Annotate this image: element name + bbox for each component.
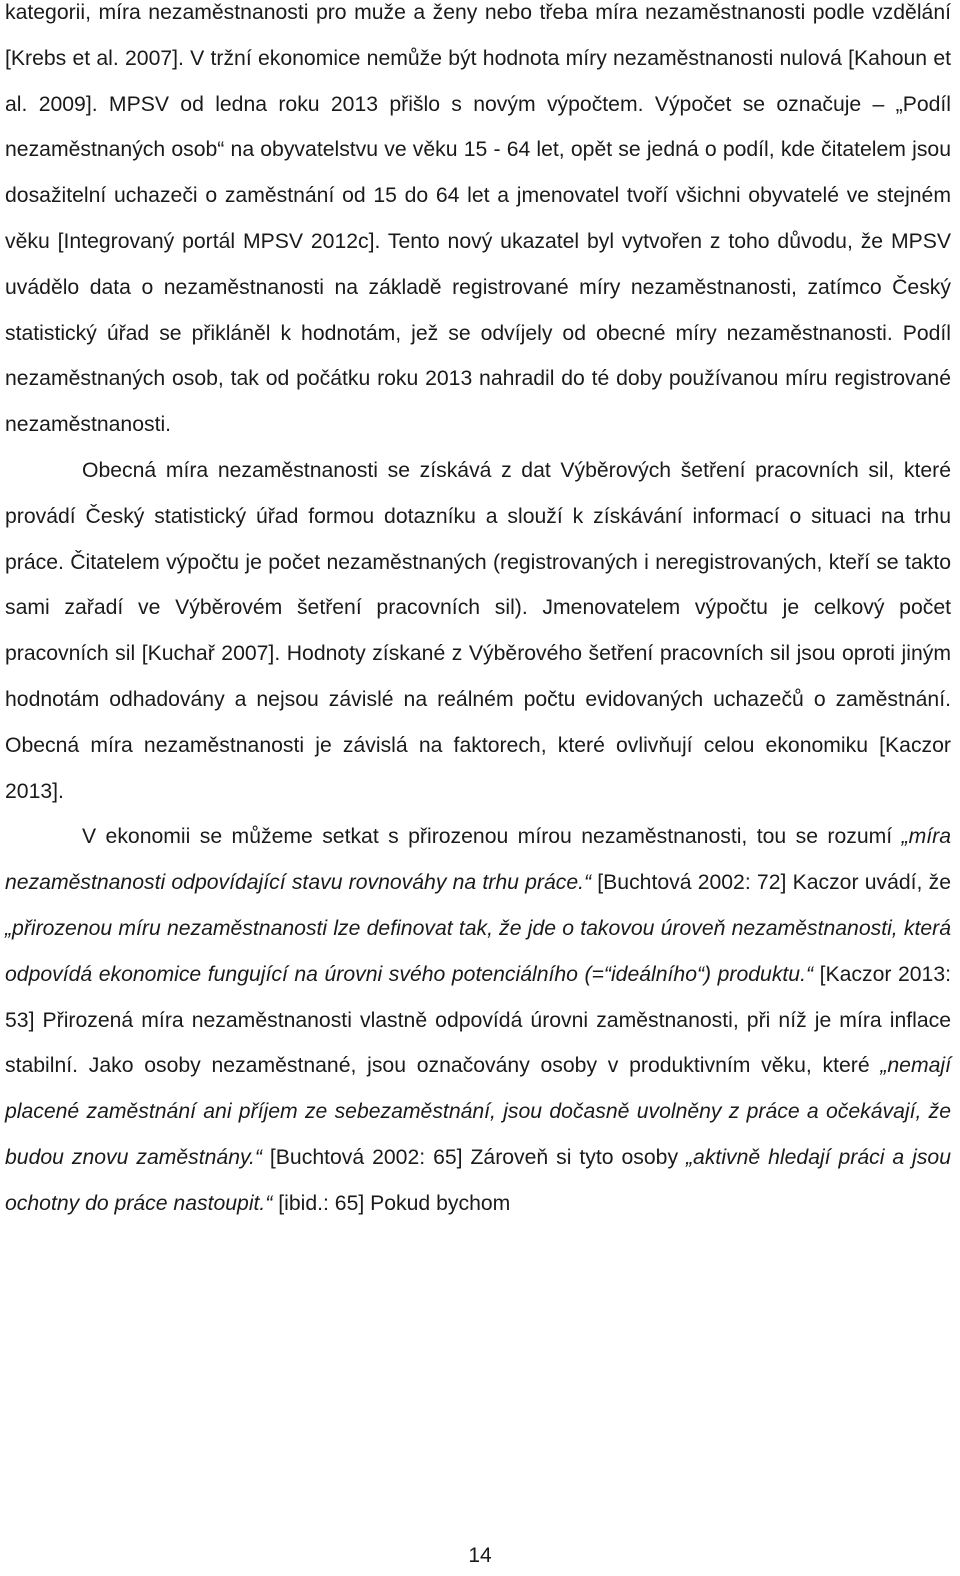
text-run: [Buchtová 2002: 65] Zároveň si tyto osoby bbox=[261, 1145, 686, 1169]
text-run: [Kaczor 2013: 53] Přirozená míra nezaměstnanosti vlastně odpovídá úrovni zaměstnanosti, při níž je míra inflace stabilní. Jako osoby nezaměstnané, jsou označovány osoby v produktivním věku, které bbox=[5, 962, 952, 1078]
text-run: [ibid.: 65] Pokud bychom bbox=[272, 1191, 511, 1215]
text-run: [Buchtová 2002: 72] Kaczor uvádí, že bbox=[591, 871, 952, 895]
quoted-text: „nemají placené zaměstnání ani příjem ze sebezaměstnání, jsou dočasně uvolněny z práce a očekávají, že budou znovu zaměstnány.“ bbox=[5, 1054, 951, 1169]
quoted-text: „přirozenou míru nezaměstnanosti lze definovat tak, že jde o takovou úroveň nezaměstnanosti, která odpovídá ekonomice fungující na úrovni svého potenciálního (=“ideálního“) produktu.“ bbox=[5, 916, 951, 986]
text-run: V ekonomii se můžeme setkat s přirozenou mírou nezaměstnanosti, tou se rozumí bbox=[82, 825, 902, 849]
page-number: 14 bbox=[468, 1544, 492, 1567]
body-text bbox=[5, 0, 951, 1227]
text-run: kategorii, míra nezaměstnanosti pro muže a ženy nebo třeba míra nezaměstnanosti podle vzdělání [Krebs et al. 2007]. V tržní ekonomice nemůže být hodnota míry nezaměstnanosti nulová [Kahoun et al. 2009]. MPSV od ledna roku 2013 přišlo s novým výpočtem. Výpočet se označuje – „Podíl nezaměstnaných osob“ na obyvatelstvu ve věku 15 - 64 let, opět se jedná o podíl, kde čitatelem jsou dosažitelní uchazeči o zaměstnání od 15 do 64 let a jmenovatel tvoří všichni obyvatelé ve stejném věku [Integrovaný portál MPSV 2012c]. Tento nový ukazatel byl vytvořen z toho důvodu, že MPSV uvádělo data o nezaměstnanosti na základě registrované míry nezaměstnanosti, zatímco Český statistický úřad se přikláněl k hodnotám, jež se odvíjely od obecné míry nezaměstnanosti. Podíl nezaměstnaných osob, tak od počátku roku 2013 nahradil do té doby používanou míru registrované nezaměstnanosti. bbox=[5, 1, 951, 437]
paragraph bbox=[5, 814, 951, 1226]
paragraph bbox=[5, 0, 951, 448]
text-run: Obecná míra nezaměstnanosti se získává z dat Výběrových šetření pracovních sil, které provádí Český statistický úřad formou dotazníku a slouží k získávání informací o situaci na trhu práce. Čitatelem výpočtu je počet nezaměstnaných (registrovaných i neregistrovaných, kteří se takto sami zařadí ve Výběrovém šetření pracovních sil). Jmenovatelem výpočtu je celkový počet pracovních sil [Kuchař 2007]. Hodnoty získané z Výběrového šetření pracovních sil jsou oproti jiným hodnotám odhadovány a nejsou závislé na reálném počtu evidovaných uchazečů o zaměstnání. Obecná míra nezaměstnanosti je závislá na faktorech, které ovlivňují celou ekonomiku [Kaczor 2013]. bbox=[5, 458, 951, 803]
quoted-text: „míra nezaměstnanosti odpovídající stavu rovnováhy na trhu práce.“ bbox=[5, 825, 951, 895]
quoted-text: „aktivně hledají práci a jsou ochotny do práce nastoupit.“ bbox=[5, 1145, 951, 1215]
paragraph bbox=[5, 448, 951, 814]
